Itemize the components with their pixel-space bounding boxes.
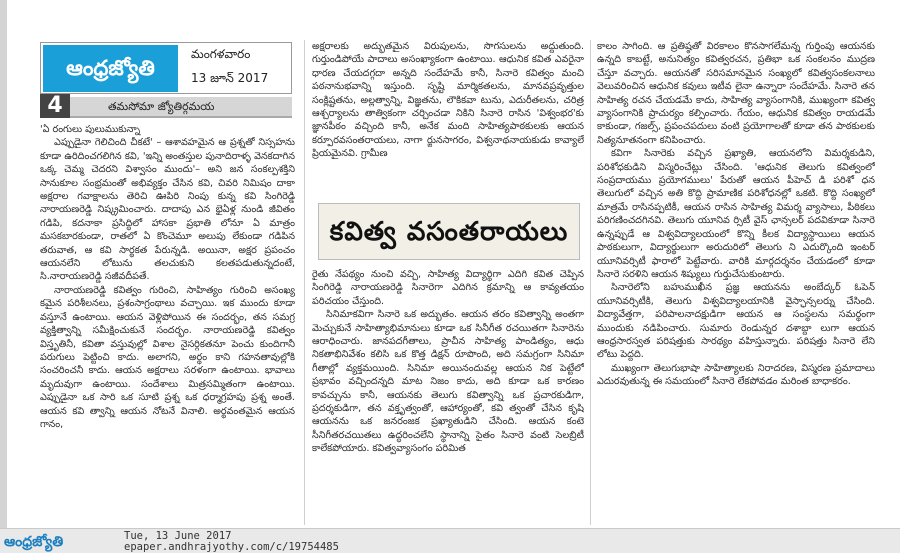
footer-date: Tue, 13 June 2017: [124, 530, 232, 542]
paragraph: ముఖ్యంగా తెలుగుభాషా సాహిత్యాలకు నిరాదరణ, విస్మరణ ప్రమాదాలు ఎదురవుతున్న ఈ సమయంలో సినారె లేకపోవడం మరింత బాధాకరం.: [597, 362, 875, 388]
weekday: మంగళవారం: [191, 47, 251, 61]
paragraph: రైతు నేపథ్యం నుంచి వచ్చి, సాహిత్య విద్యార్థిగా ఎదిగి కవిత చెప్పిన సింగిరెడ్డి నారాయణరెడ్డి సినారెగా ఎదిగిన క్రమాన్ని ఆ కావ్యతయం పరిచయం చేస్తుంది.: [312, 269, 584, 307]
page-number: 4: [40, 94, 70, 118]
paragraph: నారాయణరెడ్డి కవిత్వం గురించి, సాహిత్యం గురించి అసంఖ్య కమైన పరిశీలనలు, ప్రశంసాగ్రంథాలు వచ్చాయి. ఇక ముందు కూడా వస్తూనే ఉంటాయి. ఆయన వెళ్లిపోయిన ఈ సందర్భం, తన సమగ్ర వ్యక్తిత్వాన్ని సమీక్షించుకునే సందర్భం. నారాయణరెడ్డి కవిత్వం విస్తృతినీ, కవితా వస్తువుల్లో విశాల నైసర్గికతనూ పెంచు కుందిగానీ పరుగులు పెట్టించి కాదు. అలాగని, అర్థం కాని గహనతావుల్లోకి సంచరించనీ కాదు. ఆయన అక్షరాలు సరళంగా ఉంటాయి. భావాలు మృదువుగా ఉంటాయి. సందేశాలు మిత్రసమ్మితంగా ఉంటాయి. ఎప్పుడైనా ఒక సారి ఒక సూటి ప్రశ్న ఒక ధర్మాగ్రహపు ప్రశ్న అంతే. ఆయన కవి త్వాన్ని ఆయన నోటనే వినాలి. అర్థవంతమైన ఆయన గానం,: [40, 284, 295, 430]
paragraph: సినారెలోని బహుముఖీన ప్రజ్ఞ ఆయనను అంబేద్కర్ ఓపెన్ యూనివర్సిటీకి, తెలుగు విశ్వవిద్యాలయానికి వైస్ఛాన్సలర్ను చేసింది. విద్యావేత్తగా, పరిపాలనాదక్షుడిగా ఆయన ఆ సంస్థలను సమర్థంగా ముందుకు నడిపించారు. సుమారు రెండున్నర దశాబ్దా లుగా ఆయన ఆంధ్రసారస్వత పరిషత్తుకు సారథ్యం వహిస్తున్నారు. పరిషత్తు సినారె లేని లోటు పెద్దది.: [597, 282, 875, 361]
epaper-footer: [0, 528, 900, 553]
headline-text: కవిత్వ వసంతరాయలు: [329, 217, 569, 247]
paragraph: కాలం సాగింది. ఆ ప్రతిష్ఠతో విరకాలం కొనసాగలేమన్న గుర్తింపు ఆయనకు ఉన్నది కాబట్టే, అనునిత్యం కవిత్వరచన, ప్రతిభా ఒక సంకలనం ముద్రణ చేస్తూ వచ్చారు. ఆయనతో సరిసమానమైన సంఖ్యలో కవిత్వసంకలనాలు వెలువరించిన ఆధునిక కవులు ఇటీవ లైనా ఉన్నారా సందేహమే. సినారె తన సాహిత్య రచన చేయడమే కాదు, సాహిత్య వ్యాసంగానికి, ముఖ్యంగా కవిత్వ వ్యాసంగానికి ప్రాచుర్యం కల్పించారు. గేయం, ఆధునిక కవిత్వం రాయడమే కాకుండా, గజల్స్, ప్రపంచపదులు వంటి ప్రయోగాలతో కూడా తన పాఠకులకు నిత్యనూతనంగా కనిపించారు.: [597, 41, 875, 146]
footer-logo[interactable]: ఆంధ్రజ్యోతి: [4, 534, 64, 550]
paragraph: కవిగా సినారెకు వచ్చిన ప్రఖ్యాతి, ఆయనలోని విమర్శకుడిని, పరిశోధకుడిని విస్మరించేట్లు చేసింది. 'ఆధునిక తెలుగు కవిత్వంలో సంప్రదాయము ప్రయోగములు' పేరుతో ఆయన పీహెచ్ డి పరిశో ధన తెలుగులో వచ్చిన అతి కొద్ది ప్రామాణిక పరిశోధనల్లో ఒకటి. కొద్ది సంఖ్యలో మాత్రమే రాసినప్పటికీ, ఆయన రాసిన సాహిత్య విమర్శ వ్యాసాలు, పీఠికలు పరిగణించదగినవి. తెలుగు యూనివ ర్సిటీ వైస్ ఛాన్సలర్ పదవికూడా సినారె ఉన్నప్పుడే ఆ విశ్వవిద్యాలయంలో కొన్ని కీలక విద్యాస్థాయిలు ఆయన పాఠకులుగా, విద్యార్థులుగా అరుదురిలో తెలుగు ని ఎదుర్కొంది ఇంటర్ యూనివర్సిటీ ఫారాలో పెట్టేవారు. వారికి మార్గదర్శనం చేయడంలో కూడా సినారె సరళిని ఆయన శిష్యులు గుర్తుచేసుకుంటారు.: [597, 148, 875, 280]
page-section-bar: [40, 93, 292, 118]
article-column-1: [40, 123, 295, 525]
article-column-2-bottom: [312, 268, 584, 525]
left-margin-rule: [0, 0, 7, 528]
article-column-2-top: [312, 40, 584, 195]
column-divider: [590, 40, 591, 525]
article-headline: [318, 203, 580, 260]
newspaper-logo: ఆంధ్రజ్యోతి: [43, 45, 178, 92]
paragraph: 'ఏ రంగులు పులుముకున్నా: [40, 124, 141, 135]
paragraph: సినిమాకవిగా సినారె ఒక అద్భుతం. ఆయన తరం కవిత్వాన్ని అంతగా మెచ్చుకునే సాహిత్యాభిమానులు కూడా ఒక సినీగీత రచయితగా సినారెను ఆరాధించారు. జానపదగీతాలు, ప్రాచీన సాహిత్య పాండిత్యం, ఆధు నికతాభినివేశం కలిసి ఒక కొత్త డిక్షన్ రూపొంది, అది సమగ్రంగా సినిమా గీతాల్లో వ్యక్తమయింది. సినిమా అయినందువల్ల ఆయన నిక పెట్టేలో ప్రభావం వచ్చిందన్నది మాట నిజం కాదు, అది కూడా ఒక కారణం కావచ్చును కానీ, ఆయనకు తెలుగు కవిత్వాన్ని ఒక ప్రచారకుడిగా, ప్రదర్శకుడిగా, తన వక్తృత్వంతో, ఆహార్యంతో, కవి త్వంతో చేసిన కృషి ఆయనను ఒక జనరంజక ప్రఖ్యాతుడిని చేసింది. ఆయన కంటె సీనిగీతరచయితలు ఉద్ధరించలేని స్థానాన్ని సైతం సినారె వంటి సెలబ్రిటీ కాలేకపోయారు. కవిత్వవ్యాసంగం పరిమిత: [312, 309, 584, 455]
masthead: [40, 42, 292, 94]
edition-date: 13 జూన్ 2017: [191, 71, 269, 85]
paragraph: ఎప్పుడైనా గెలిచింది చీకటే' – ఆశావహమైన ఆ ప్రశ్నతో నిస్సహను కూడా ఉరిదించగలిగిన కవి, 'ఇన్ని అంతస్తుల పునాదిరాళ్ళ వెనకదాగిన ఒక్క చెమ్మ చెదరని విశ్వాసం ముందు'– అని జన సంకల్పశక్తిని సానుకూల సంభ్రమంతో అభివ్యక్తం చేసిన కవి, చివరి నిమిషం దాకా అక్షరాల గవాక్షాలను తెరిచి ఊపిరి నింపు కున్న కవి సింగిరెడ్డి నారాయణరెడ్డి నిష్క్రమించారు. దాదాపు ఎన భైఏళ్ల నుండి జీవితం గడిపి, కదనాకా ప్రసిద్ధిలో హాసకా ప్రభాతి లోనూ ఏ మాత్రం మసకబారకుండా, రాతలో ఏ కొంచెమూ అలుపు లేకుండా గడిపిన తరువాత, ఆ కవి సార్థకత పేరున్నడి. అయినా, అక్షర ప్రపంచం ఆయనలేని లోటును తలచుకుని కలతపడుతున్నదంటే, సి.నారాయణరెడ్డి సజీవదీపతే.: [40, 137, 295, 283]
article-column-3: [597, 40, 875, 525]
footer-url-link[interactable]: epaper.andhrajyothy.com/c/19754485: [124, 541, 339, 553]
column-divider: [304, 40, 305, 525]
section-title: తమసోమా జ్యోతిర్గమయ: [108, 100, 215, 113]
paragraph: అక్షరాలకు అద్భుతమైన విరుపులను, సొగసులను అద్దుతుంది. గుర్తుండిపోయే పాదాలు అసంఖ్యాకంగా ఉంటాయి. ఆధునిక కవిత ఎవరైనా ధారణ చేయదగ్గదా అన్నది సందేహమే కానీ, సినారె కవిత్వం మంచి పఠనానుభవాన్ని ఇస్తుంది. సృష్టి మార్మికతలను, మానవప్రవృత్తుల సంక్లిష్టతను, అల్లత్వాన్ని, విజ్ఞతను, లౌకికవా టును, ఎదురీతలను, చరిత్ర ఆశ్చర్యాలను తాత్వికంగా చర్చించడా నికిని సినారె రాసిన 'విశ్వంభర'కు జ్ఞానపీఠం వచ్చింది కానీ, అనేక మంది సాహిత్యపాఠకులకు ఆయన కర్పూరవసంతరాయలు, నాగా ర్జునసాగరం, విశ్వనాథనాయకుడు కావ్యాలే ప్రియమైనవి. గ్రామీణ: [312, 41, 584, 160]
